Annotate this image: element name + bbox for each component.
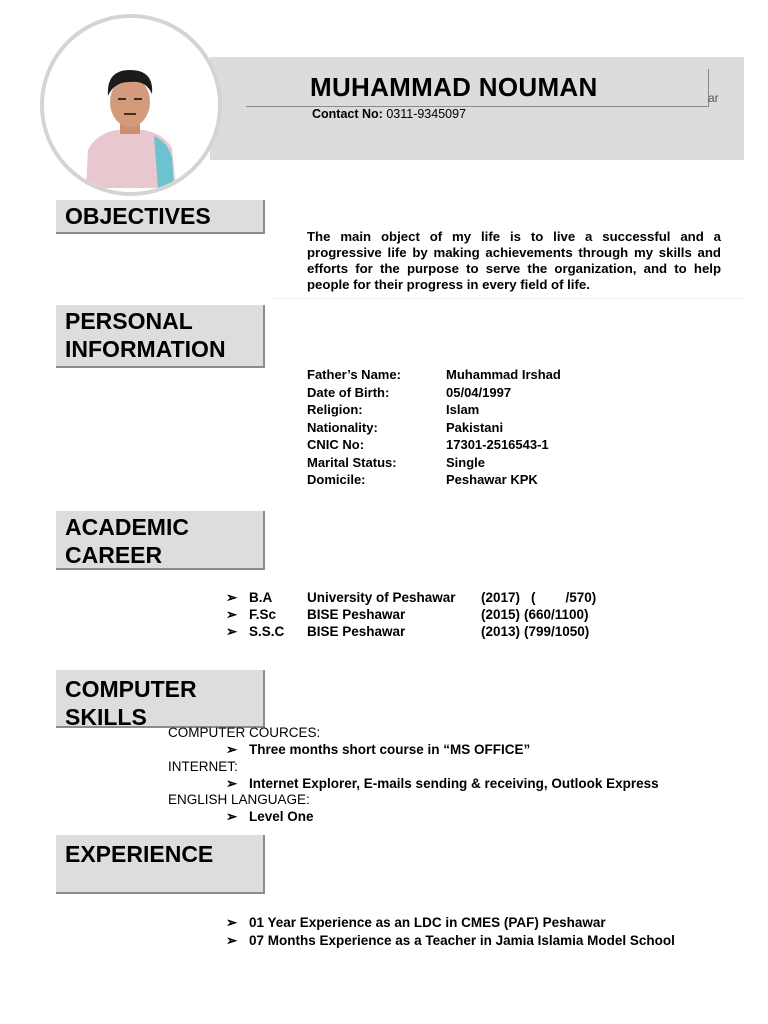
contact-number: 0311-9345097 bbox=[386, 107, 467, 121]
info-value: Single bbox=[446, 455, 486, 470]
info-value: 05/04/1997 bbox=[446, 385, 512, 400]
info-label: Date of Birth: bbox=[307, 385, 390, 400]
bullet-arrow-icon: ➢ bbox=[226, 607, 238, 622]
section-computer-skills bbox=[56, 670, 265, 728]
section-title-line: COMPUTER bbox=[65, 676, 197, 702]
section-title-computer bbox=[65, 675, 197, 728]
bullet-arrow-icon: ➢ bbox=[226, 933, 238, 948]
section-title-personal bbox=[65, 307, 226, 363]
contact-line bbox=[312, 107, 466, 121]
person-portrait-icon bbox=[44, 18, 218, 192]
experience-text: 07 Months Experience as a Teacher in Jamia Islamia Model School bbox=[249, 933, 675, 948]
bullet-arrow-icon: ➢ bbox=[226, 624, 238, 639]
institute: BISE Peshawar bbox=[307, 607, 406, 622]
experience-text: 01 Year Experience as an LDC in CMES (PAF) Peshawar bbox=[249, 915, 606, 930]
skills-heading: INTERNET: bbox=[168, 759, 238, 774]
year: (2013) bbox=[481, 624, 521, 639]
degree: F.Sc bbox=[249, 607, 277, 622]
bullet-arrow-icon: ➢ bbox=[226, 915, 238, 930]
info-value: Peshawar KPK bbox=[446, 472, 538, 487]
section-title-line: SKILLS bbox=[65, 704, 147, 728]
marks: (660/1100) bbox=[524, 607, 589, 622]
bullet-arrow-icon: ➢ bbox=[226, 809, 238, 824]
info-label: Marital Status: bbox=[307, 455, 397, 470]
info-label: CNIC No: bbox=[307, 437, 365, 452]
institute: BISE Peshawar bbox=[307, 624, 406, 639]
bullet-arrow-icon: ➢ bbox=[226, 742, 238, 757]
skills-item-text: Internet Explorer, E-mails sending & receiving, Outlook Express bbox=[249, 776, 659, 791]
candidate-name: MUHAMMAD NOUMAN bbox=[310, 72, 598, 102]
marks: (799/1050) bbox=[524, 624, 590, 639]
section-objectives bbox=[56, 200, 265, 234]
info-value: Muhammad Irshad bbox=[446, 367, 561, 382]
objective-text: The main object of my life is to live a successful and a progressive life by making achievements through my skills and efforts for the purpose to serve the organization, and to help people for their progress in every field of life. bbox=[307, 229, 721, 292]
skills-item-text: Level One bbox=[249, 809, 314, 824]
institute: University of Peshawar bbox=[307, 590, 456, 605]
section-title-line: INFORMATION bbox=[65, 336, 226, 362]
section-title-experience: EXPERIENCE bbox=[65, 841, 214, 867]
profile-photo bbox=[40, 14, 222, 196]
section-title-objectives: OBJECTIVES bbox=[65, 203, 211, 229]
section-experience bbox=[56, 835, 265, 894]
degree: B.A bbox=[249, 590, 273, 605]
contact-label: Contact No: bbox=[312, 107, 383, 121]
info-value: Islam bbox=[446, 402, 480, 417]
info-value: 17301-2516543-1 bbox=[446, 437, 549, 452]
skills-item-text: Three months short course in “MS OFFICE” bbox=[249, 742, 531, 757]
section-title-academic bbox=[65, 513, 189, 569]
info-label: Father’s Name: bbox=[307, 367, 401, 382]
skills-heading: COMPUTER COURCES: bbox=[168, 725, 321, 740]
section-academic-career bbox=[56, 511, 265, 570]
info-label: Religion: bbox=[307, 402, 363, 417]
section-title-line: PERSONAL bbox=[65, 308, 193, 334]
info-value: Pakistani bbox=[446, 420, 504, 435]
experience-item bbox=[226, 914, 696, 932]
year: (2015) bbox=[481, 607, 521, 622]
section-title-line: CAREER bbox=[65, 542, 163, 568]
experience-item bbox=[226, 932, 696, 950]
info-label: Nationality: bbox=[307, 420, 378, 435]
degree: S.S.C bbox=[249, 624, 285, 639]
skills-heading: ENGLISH LANGUAGE: bbox=[168, 792, 310, 807]
year: (2017) bbox=[481, 590, 521, 605]
marks: ( /570) bbox=[531, 590, 597, 605]
bullet-arrow-icon: ➢ bbox=[226, 590, 238, 605]
info-label: Domicile: bbox=[307, 472, 366, 487]
section-personal-information bbox=[56, 305, 265, 368]
clipped-text: ar bbox=[708, 91, 719, 105]
objective-divider bbox=[270, 298, 744, 299]
bullet-arrow-icon: ➢ bbox=[226, 776, 238, 791]
section-title-line: ACADEMIC bbox=[65, 514, 189, 540]
